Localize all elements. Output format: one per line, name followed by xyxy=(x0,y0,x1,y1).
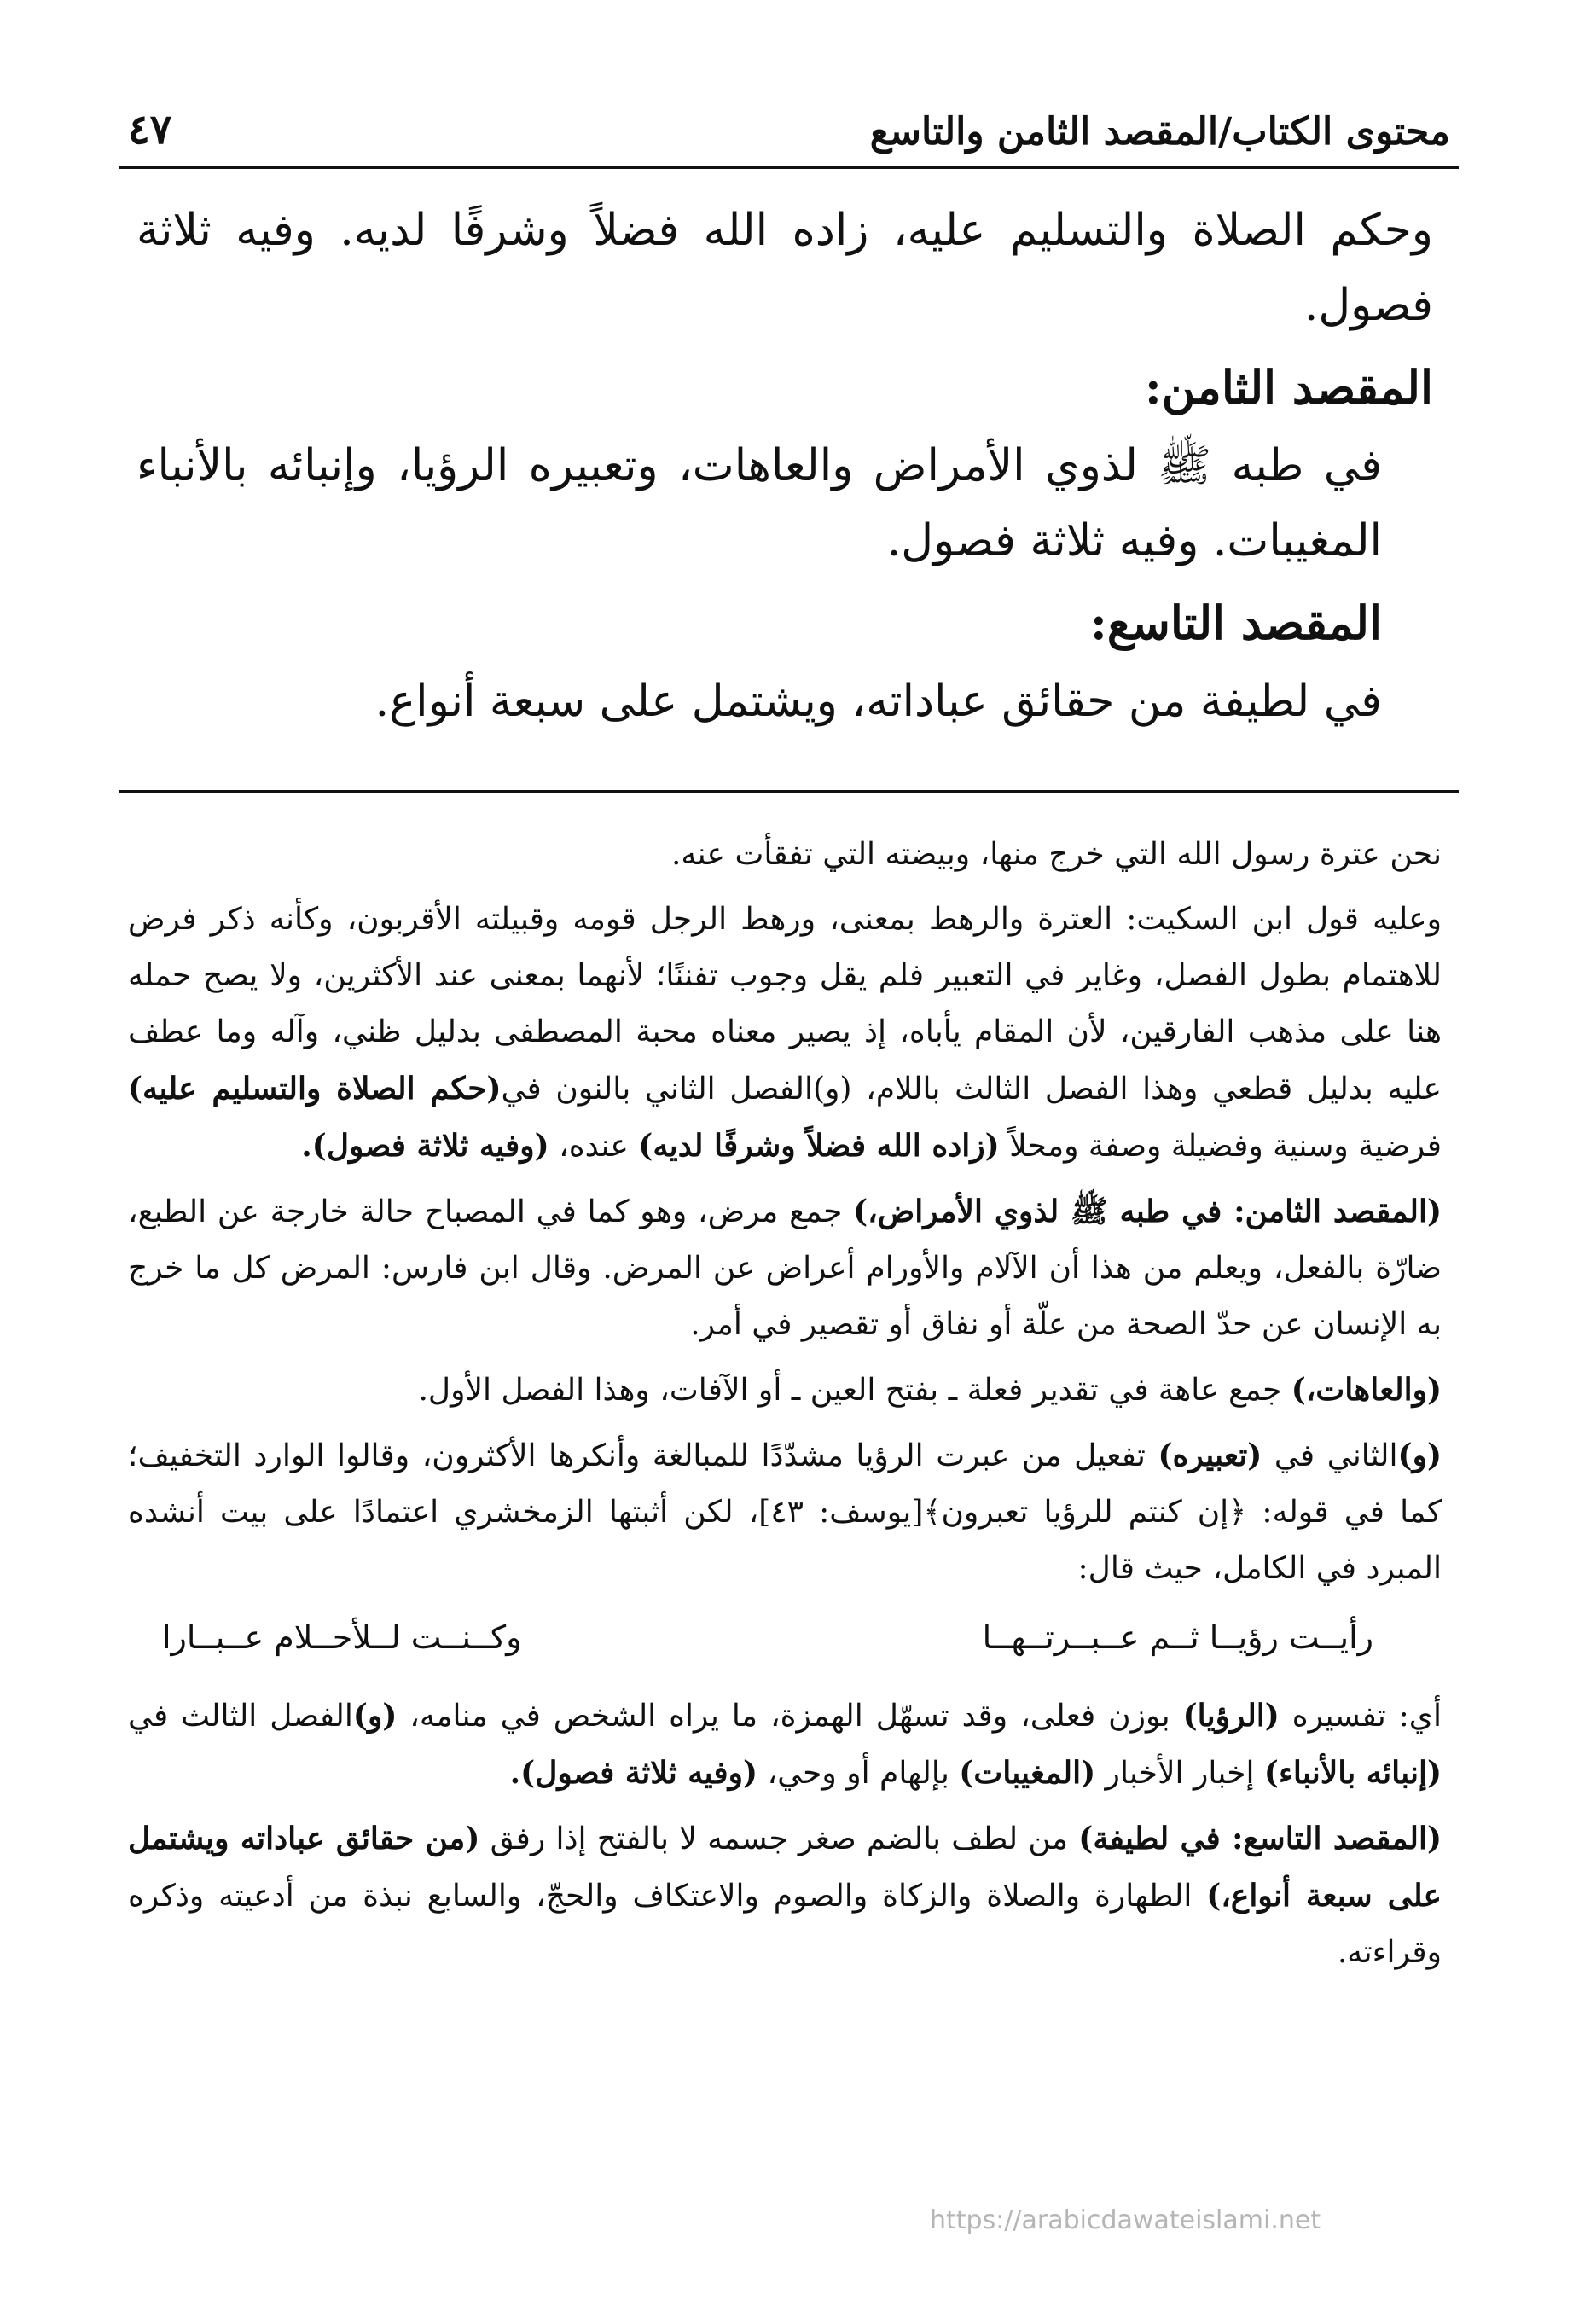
commentary-paragraph-7: (المقصد التاسع: في لطيفة) من لطف بالضم صغر جسمه لا بالفتح إذا رفق (من حقائق عباداته ويشتمل على سبعة أنواع،) الطهارة والصلاة والزكاة والصوم والاعتكاف والحجّ، والسابع نبذة من أدعيته وذكره وقراءته. xyxy=(128,1821,1442,1970)
commentary-paragraph-3: (المقصد الثامن: في طبه ﷺ لذوي الأمراض،) جمع مرض، وهو كما في المصباح حالة خارجة عن الطبع، ضارّة بالفعل، ويعلم من هذا أن الآلام والأورام أعراض عن المرض. وقال ابن فارس: المرض كل ما خرج به الإنسان عن حدّ الصحة من علّة أو نفاق أو تقصير في أمر. xyxy=(128,1194,1442,1342)
paragraph-maqsad-9: في لطيفة من حقائق عباداته، ويشتمل على سبعة أنواع. xyxy=(374,676,1382,727)
poetry-verse xyxy=(162,1607,1373,1667)
header-title: محتوى الكتاب/المقصد الثامن والتاسع xyxy=(869,110,1450,154)
verse-first-hemistich: رأيــت رؤيــا ثــم عــبــرتــهــا xyxy=(982,1618,1373,1656)
website-watermark: https://arabicdawateislami.net xyxy=(930,2205,1321,2235)
commentary xyxy=(119,793,1459,1981)
verse-second-hemistich: وكــنــت لــلأحــلام عــبــارا xyxy=(162,1618,522,1656)
book-page xyxy=(119,85,1459,1990)
commentary-paragraph-5: (و)الثاني في (تعبيره) تفعيل من عبرت الرؤيا مشدّدًا للمبالغة وأنكرها الأكثرون، وقالوا الوارد التخفيف؛ كما في قوله: ﴿إن كنتم للرؤيا تعبرون﴾[يوسف: ٤٣]، لكن أثبتها الزمخشري اعتمادًا على بيت أنشده المبرد في الكامل، حيث قال: xyxy=(128,1438,1442,1586)
page-number: ٤٧ xyxy=(128,106,172,154)
commentary-paragraph-1: نحن عترة رسول الله التي خرج منها، وبيضته التي تفقأت عنه. xyxy=(670,837,1442,872)
paragraph-maqsad-8: في طبه ﷺ لذوي الأمراض والعاهات، وتعبيره الرؤيا، وإنبائه بالأنباء المغيبات. وفيه ثلاثة فصول. xyxy=(136,440,1382,566)
main-text xyxy=(119,169,1459,739)
main-line-1: وحكم الصلاة والتسليم عليه، زاده الله فضلاً وشرفًا لديه. وفيه ثلاثة فصول. xyxy=(136,205,1433,331)
heading-maqsad-9: المقصد التاسع: xyxy=(1089,596,1382,650)
running-header xyxy=(119,85,1459,154)
commentary-paragraph-6: أي: تفسيره (الرؤيا) بوزن فعلى، وقد تسهّل الهمزة، ما يراه الشخص في منامه، (و)الفصل الثالث في (إنبائه بالأنباء) إخبار الأخبار (المغيبات) بإلهام أو وحي، (وفيه ثلاثة فصول). xyxy=(128,1698,1442,1791)
commentary-paragraph-4: (والعاهات،) جمع عاهة في تقدير فعلة ـ بفتح العين ـ أو الآفات، وهذا الفصل الأول. xyxy=(418,1372,1442,1408)
commentary-paragraph-2: وعليه قول ابن السكيت: العترة والرهط بمعنى، ورهط الرجل قومه وقبيلته الأقربون، وكأنه ذكر فرض للاهتمام بطول الفصل، وغاير في التعبير فلم يقل وجوب تفننًا؛ لأنهما بمعنى عند الأكثرين، ولا يصح حمله هنا على مذهب الفارقين، لأن المقام يأباه، إذ يصير معناه محبة المصطفى بدليل ظني، وآله وما عطف عليه بدليل قطعي وهذا الفصل الثالث باللام، (و)الفصل الثاني بالنون في(حكم الصلاة والتسليم عليه) فرضية وسنية وفضيلة وصفة ومحلاً (زاده الله فضلاً وشرفًا لديه) عنده، (وفيه ثلاثة فصول). xyxy=(128,902,1442,1164)
heading-maqsad-8: المقصد الثامن: xyxy=(1144,360,1433,415)
